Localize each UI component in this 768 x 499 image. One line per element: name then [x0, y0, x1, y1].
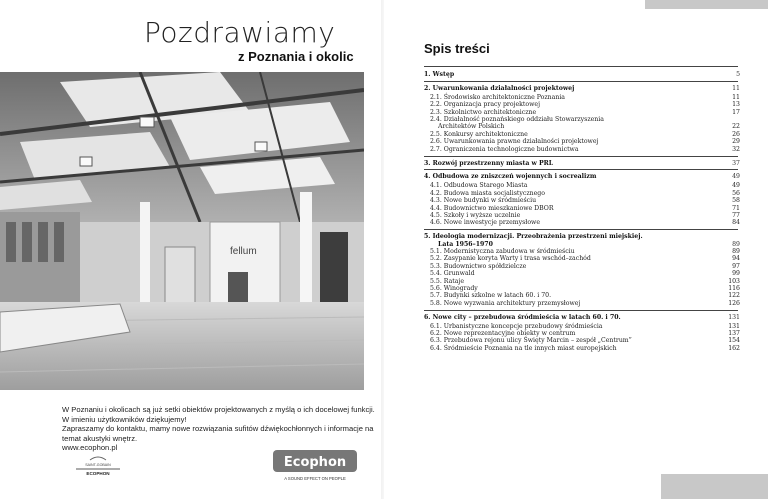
toc-entry-title: 2.1. Środowisko architektoniczne Poznania [430, 93, 565, 101]
toc-entry-title: 6.2. Nowe reprezentacyjne obiekty w centrum [430, 330, 576, 337]
ad-headline: Pozdrawiamy [144, 16, 336, 49]
toc-entry-title: 4.1. Odbudowa Starego Miasta [430, 182, 528, 190]
toc-entry-page: 32 [732, 145, 740, 153]
toc-entry-title: 2.2. Organizacja pracy projektowej [430, 101, 541, 109]
toc-entry-page: 58 [732, 197, 740, 205]
page-corner-tab-bottom [661, 474, 768, 499]
toc-entry-page: 103 [728, 277, 740, 285]
toc-entry-title: 5.2. Zasypanie koryta Warty i trasa wschód–zachód [430, 255, 591, 263]
toc-entry-page: 26 [732, 130, 740, 138]
ad-body-line: temat akustyki wnętrz. [62, 433, 138, 443]
ecophon-small-text: ECOPHON [86, 471, 110, 476]
saint-gobain-logo [72, 455, 124, 477]
toc-entry-title: 5.3. Budownictwo spółdzielcze [430, 262, 527, 270]
toc-entry-page: 131 [728, 322, 740, 330]
ecophon-tagline: A SOUND EFFECT ON PEOPLE [284, 476, 346, 481]
toc-entry-page: 131 [728, 313, 740, 321]
toc-entry-page: 94 [732, 255, 740, 263]
toc-entry-page: 11 [732, 93, 740, 101]
toc-entry-page: 37 [732, 159, 740, 167]
toc-entry-page: 89 [732, 248, 740, 255]
shop-sign-text: fellum [230, 246, 257, 257]
toc-entry-page: 162 [728, 344, 740, 352]
toc-entry-title: 5.1. Modernistyczna zabudowa w śródmieściu [430, 248, 575, 255]
toc-entry-page: 122 [728, 292, 740, 300]
ad-body-line: W Poznaniu i okolicach są już setki obiektów projektowanych z myślą o ich docelowej funkcji. [62, 405, 375, 414]
toc-entry-title: 2.5. Konkursy architektoniczne [430, 130, 528, 138]
toc-entry-page: 154 [728, 337, 740, 345]
toc-entry-title: 5.6. Winogrady [430, 285, 478, 292]
page-corner-tab-top [645, 0, 768, 9]
toc-entry-title: 4.2. Budowa miasta socjalistycznego [430, 189, 545, 197]
toc-entry-page: 11 [732, 84, 740, 92]
toc-entry-title: 4.4. Budownictwo mieszkaniowe DBOR [430, 204, 554, 212]
toc-entry-title: 6. Nowe city – przebudowa śródmieścia w latach 60. i 70. [424, 313, 621, 321]
ad-subline: z Poznania i okolic [238, 49, 354, 64]
table-of-contents-page [384, 0, 768, 499]
toc-entry-page: 99 [732, 270, 740, 278]
toc-entry-title: 4. Odbudowa ze zniszczeń wojennych i socrealizm [424, 173, 597, 181]
toc-entry-page: 49 [732, 182, 740, 190]
toc-entry-title: 5. Ideologia modernizacji. Przeobrażenia przestrzeni miejskiej. [424, 233, 643, 241]
toc-entry-page: 84 [732, 219, 740, 227]
toc-entry-title: Architektów Polskich [438, 123, 505, 131]
toc-entry-title: 2.6. Uwarunkowania prawne działalności projektowej [430, 138, 599, 146]
saint-gobain-logo-text: SAINT-GOBAIN [85, 463, 111, 467]
toc-entry-page: 5 [736, 71, 740, 78]
toc-entry-page: 77 [732, 211, 740, 219]
toc-rule [424, 229, 738, 230]
toc-entry-page: 22 [732, 123, 740, 131]
toc-entry-page: 49 [732, 173, 740, 181]
ecophon-logo [272, 449, 358, 483]
interior-photo-illustration [0, 72, 364, 390]
toc-rule [424, 66, 738, 67]
toc-entry-title: 6.1. Urbanistyczne koncepcje przebudowy śródmieścia [430, 322, 603, 330]
toc-entry-title: 2. Uwarunkowania działalności projektowej [424, 84, 575, 92]
toc-entry-title: 6.4. Śródmieście Poznania na tle innych miast europejskich [430, 344, 617, 352]
toc-entry-page: 116 [728, 285, 740, 292]
toc-entry-page: 71 [732, 204, 740, 212]
ad-body-text [62, 405, 375, 453]
toc-entry-title: 2.4. Działalność poznańskiego oddziału Stowarzyszenia [430, 116, 604, 123]
toc-entry-title: 6.3. Przebudowa rejonu ulicy Święty Marcin – zespół „Centrum” [430, 337, 632, 345]
interior-photo [0, 72, 364, 390]
toc-entry-title: 5.7. Budynki szkolne w latach 60. i 70. [430, 292, 552, 300]
toc-entry-page: 17 [732, 108, 740, 116]
toc-rule [424, 81, 738, 82]
toc-entry-page: 89 [732, 240, 740, 248]
toc-rule [424, 310, 738, 311]
toc-entry-title: Lata 1956–1970 [438, 240, 493, 248]
toc-entry-page: 29 [732, 138, 740, 146]
toc-entry-title: 3. Rozwój przestrzenny miasta w PRL [424, 159, 554, 167]
ad-body-line: Zapraszamy do kontaktu, mamy nowe rozwiązania sufitów dźwiękochłonnych i informacje na [62, 424, 374, 434]
toc-entry-page: 137 [728, 330, 740, 337]
toc-entry-title: 5.5. Rataje [430, 277, 465, 285]
toc-title: Spis treści [424, 41, 490, 56]
toc-entry-title: 5.8. Nowe wyzwania architektury przemysłowej [430, 299, 581, 307]
toc-entry-page: 13 [732, 101, 740, 109]
toc-entry-title: 2.3. Szkolnictwo architektoniczne [430, 108, 537, 116]
ad-body-line: W imieniu użytkowników dziękujemy! [62, 414, 187, 424]
ad-website-link[interactable]: www.ecophon.pl [62, 443, 118, 453]
toc-entry-title: 4.3. Nowe budynki w śródmieściu [430, 197, 537, 205]
toc-entry-page: 126 [728, 299, 740, 307]
toc-entry-page: 97 [732, 262, 740, 270]
ecophon-logo-text: Ecophon [283, 455, 347, 470]
toc-rule [424, 169, 738, 170]
toc-entry-title: 2.7. Ograniczenia technologiczne budownictwa [430, 145, 579, 153]
toc-entry-title: 5.4. Grunwald [430, 270, 475, 278]
toc-entry-title: 4.5. Szkoły i wyższe uczelnie [430, 211, 521, 219]
toc-entry-page: 56 [732, 189, 740, 197]
toc-rule [424, 156, 738, 157]
toc-entry-title: 1. Wstęp [424, 71, 455, 78]
toc-entry-title: 4.6. Nowe inwestycje przemysłowe [430, 219, 540, 227]
